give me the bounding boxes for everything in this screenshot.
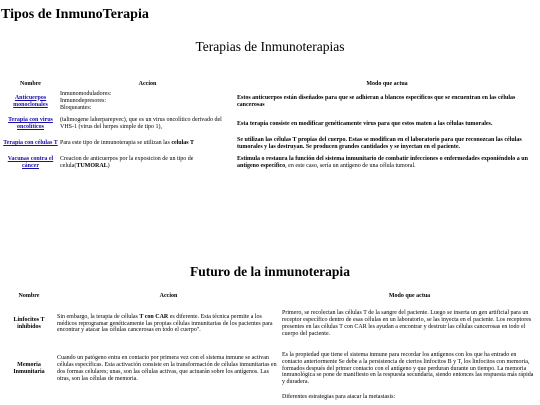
accion-cell bbox=[59, 133, 236, 154]
modo-cell: Primero, se recolectan las células T de la sangre del paciente. Luego se inserta un gen artificial para un receptor específico dentro de esas células en un laboratorio, se las inyecta en el paciente. Los receptores presentes en las células T con CAR les ayudan a encontrar y destruir las células cancerosas en todo el cuerpo del paciente. bbox=[282, 310, 532, 337]
future-table bbox=[2, 290, 538, 402]
modo-bold-text: Estimula o restaura la función del sistema inmunitario de combatir infecciones o enfermedades exponiéndolo a un antígeno específico bbox=[237, 155, 528, 169]
table-row bbox=[2, 115, 538, 133]
empty-cell bbox=[56, 392, 281, 402]
link-anticuerpos-monoclonales[interactable]: Anticuerpos monoclonales bbox=[13, 94, 48, 108]
modo-cell: Se utilizan las células T propias del cuerpo. Estas se modifican en el laboratorio para que reconozcan las células tumorales y las destruyan. Se producen grandes cantidades y se inyectan en el paciente. bbox=[237, 136, 522, 150]
accion-cell bbox=[56, 302, 281, 346]
accion-bold-text: celulas T bbox=[171, 140, 195, 147]
empty-cell bbox=[2, 392, 56, 402]
link-vacunas-cancer[interactable]: Vacunas contra el cáncer bbox=[7, 155, 54, 169]
accion-bold-text: T con CAR bbox=[139, 313, 169, 320]
link-celulas-t[interactable]: Terapia con células T bbox=[3, 140, 58, 147]
modo-cell bbox=[236, 154, 538, 171]
table-row bbox=[2, 392, 538, 402]
row-name-linfocitos: Linfocitos T inhibidos bbox=[13, 317, 45, 330]
header-nombre: Nombre bbox=[18, 293, 40, 299]
accion-text: Creacion de anticuerpos por la exposicion de un tipo de celula( bbox=[60, 155, 194, 169]
header-accion: Accion bbox=[159, 293, 178, 299]
header-accion: Accion bbox=[138, 80, 157, 87]
accion-text-post: ) bbox=[107, 162, 110, 169]
page-title: Tipos de InmunoTerapia bbox=[1, 7, 149, 22]
section-title-futuro: Futuro de la inmunoterapia bbox=[190, 264, 350, 279]
modo-normal-text: , en este caso, sería un antígeno de una célula tumoral. bbox=[285, 162, 416, 169]
accion-cell: (talimogene laherparepvec), que es un virus oncolítico derivado del VHS-1 (virus del herpes simple de tipo 1), bbox=[60, 117, 222, 130]
accion-cell: Inmunomoduladores: Inmunodepresores: Bloqueantes: bbox=[60, 91, 112, 111]
accion-text-post: es diferente. Esta técnica permite a los médicos reprogramar genéticamente las propias células inmunitarias de los pacientes para encontrar y atacar las células cancerosas en todo el cuerpo". bbox=[57, 313, 273, 334]
accion-cell bbox=[59, 154, 236, 171]
link-virus-oncoliticos[interactable]: Terapia con virus oncolíticos bbox=[8, 117, 53, 130]
table-row bbox=[2, 88, 538, 115]
modo-cell: Esta terapia consiste en modificar genéticamente virus para que estos maten a las células tumorales. bbox=[237, 120, 493, 127]
modo-cell: Estos anticuerpos están diseñados para que se adhieran a blancos específicos que se encuentran en las células cancerosas bbox=[237, 94, 516, 108]
table-row bbox=[2, 154, 538, 171]
header-modo: Modo que actua bbox=[366, 80, 408, 87]
modo-cell: Es la propiedad que tiene el sistema inmune para recordar los antígenos con los que ha entrado en contacto anteriormente Se debe a la persistencia de ciertos linfocitos B y T, los linfocitos con memoria, formados después del primer contacto con el antígeno y que perduran durante un tiempo. La memoria inmunológica se pone de manifiesto en la respuesta secundaria, siendo entonces las respuesta más rápida y duradera. bbox=[282, 352, 534, 386]
table-header-row bbox=[2, 290, 538, 302]
accion-cell: Cuando un patógeno entra en contacto por primera vez con el sistema inmune se activan células específicas. Esta activación consiste en la transformación de células inmunitarias en dos formas celulares; unas, son las células activas, que actuarán sobre los antígenos. Las otras, son las células de memoria. bbox=[57, 355, 277, 382]
accion-bold-text: TUMORAL bbox=[76, 162, 108, 169]
therapies-table bbox=[2, 79, 538, 171]
modo-extra-cell: Diferentes estrategias para atacar la metastasis: bbox=[282, 393, 396, 400]
accion-text: Sin embargo, la terapia de células bbox=[57, 313, 140, 320]
table-row bbox=[2, 133, 538, 154]
table-row bbox=[2, 346, 538, 392]
section-title-terapias: Terapias de Inmunoterapias bbox=[195, 39, 345, 54]
header-nombre: Nombre bbox=[20, 80, 41, 87]
accion-text: Para este tipo de inmunoterapia se utilizan las bbox=[60, 140, 172, 147]
table-header-row bbox=[2, 79, 538, 88]
row-name-memoria: Memoria Inmunitaria bbox=[13, 362, 45, 375]
header-modo: Modo que actua bbox=[388, 293, 431, 299]
table-row bbox=[2, 302, 538, 346]
